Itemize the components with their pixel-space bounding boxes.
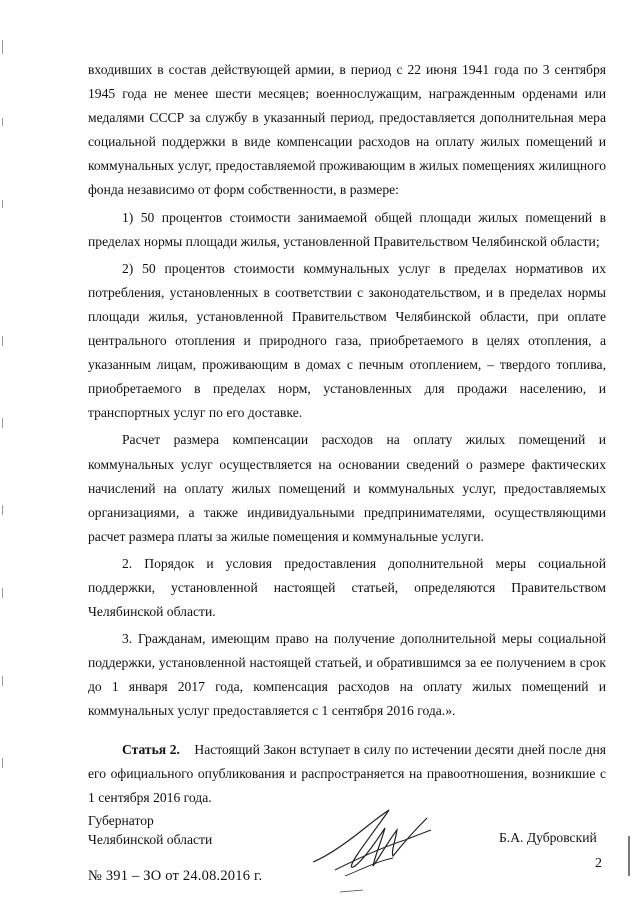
scan-margin-mark [2, 418, 3, 428]
scan-margin-mark [2, 758, 3, 768]
page-number: 2 [595, 856, 602, 871]
paragraph: 2) 50 процентов стоимости коммунальных услуг в пределах нормативов их потребления, установленных в соответствии с законодательством, и в пределах нормы площади жилья, установленной Правительством Челябинской области, при оплате центрального отопления и природного газа, приобретаемого в целях отопления, а указанным лицам, проживающим в домах с печным отоплением, – твердого топлива, приобретаемого в пределах норм, установленных для продажи населению, и транспортных услуг по его доставке. [88, 260, 606, 421]
scan-margin-mark [2, 588, 3, 598]
article-2-heading: Статья 2. [122, 741, 180, 757]
law-number: № 391 – ЗО от 24.08.2016 г. [88, 868, 263, 884]
article-2 [88, 738, 606, 810]
scan-margin-mark [2, 118, 3, 126]
paragraph: 3. Гражданам, имеющим право на получение дополнительной меры социальной поддержки, установленной настоящей статьей, и обратившимся за ее получением в срок до 1 января 2017 года, компенсация расходов на оплату жилых помещений и коммунальных услуг предоставляется с 1 сентября 2016 года.». [88, 631, 606, 719]
handwritten-signature [305, 800, 440, 895]
scan-margin-mark [2, 200, 3, 208]
signatory-name: Б.А. Дубровский [499, 830, 597, 845]
paragraph: 1) 50 процентов стоимости занимаемой общей площади жилых помещений в пределах нормы площади жилья, установленной Правительством Челябинской области; [88, 209, 606, 249]
document-body [88, 58, 606, 813]
paragraph: входивших в состав действующей армии, в период с 22 июня 1941 года по 3 сентября 1945 года не менее шести месяцев; военнослужащим, награжденным орденами или медалями СССР за службу в указанный период, предоставляется дополнительная мера социальной поддержки в виде компенсации расходов на оплату жилых помещений и коммунальных услуг, предоставляемой проживающим в жилых помещениях жилищного фонда независимо от форм собственности, в размере: [88, 62, 606, 198]
signatory-title [88, 811, 212, 849]
scan-margin-mark [2, 505, 3, 515]
scan-margin-mark [2, 336, 3, 346]
scan-margin-mark [2, 676, 3, 686]
signatory-title-line1: Губернатор [88, 813, 154, 828]
article-2-text: Настоящий Закон вступает в силу по истечении десяти дней после дня его официального опубликования и распространяется на правоотношения, возникшие с 1 сентября 2016 года. [88, 741, 606, 805]
scan-edge-mark [628, 836, 630, 876]
signatory-title-line2: Челябинской области [88, 832, 213, 847]
paragraph: Расчет размера компенсации расходов на оплату жилых помещений и коммунальных услуг осуществляется на основании сведений о размере фактических начислений на оплату жилых помещений и коммунальных услуг, предоставляемых организациями, а также индивидуальными предпринимателями, осуществляющими расчет размера платы за жилые помещения и коммунальные услуги. [88, 432, 606, 544]
paragraph: 2. Порядок и условия предоставления дополнительной меры социальной поддержки, установленной настоящей статьей, определяются Правительством Челябинской области. [88, 555, 606, 620]
scan-margin-mark [2, 40, 3, 54]
